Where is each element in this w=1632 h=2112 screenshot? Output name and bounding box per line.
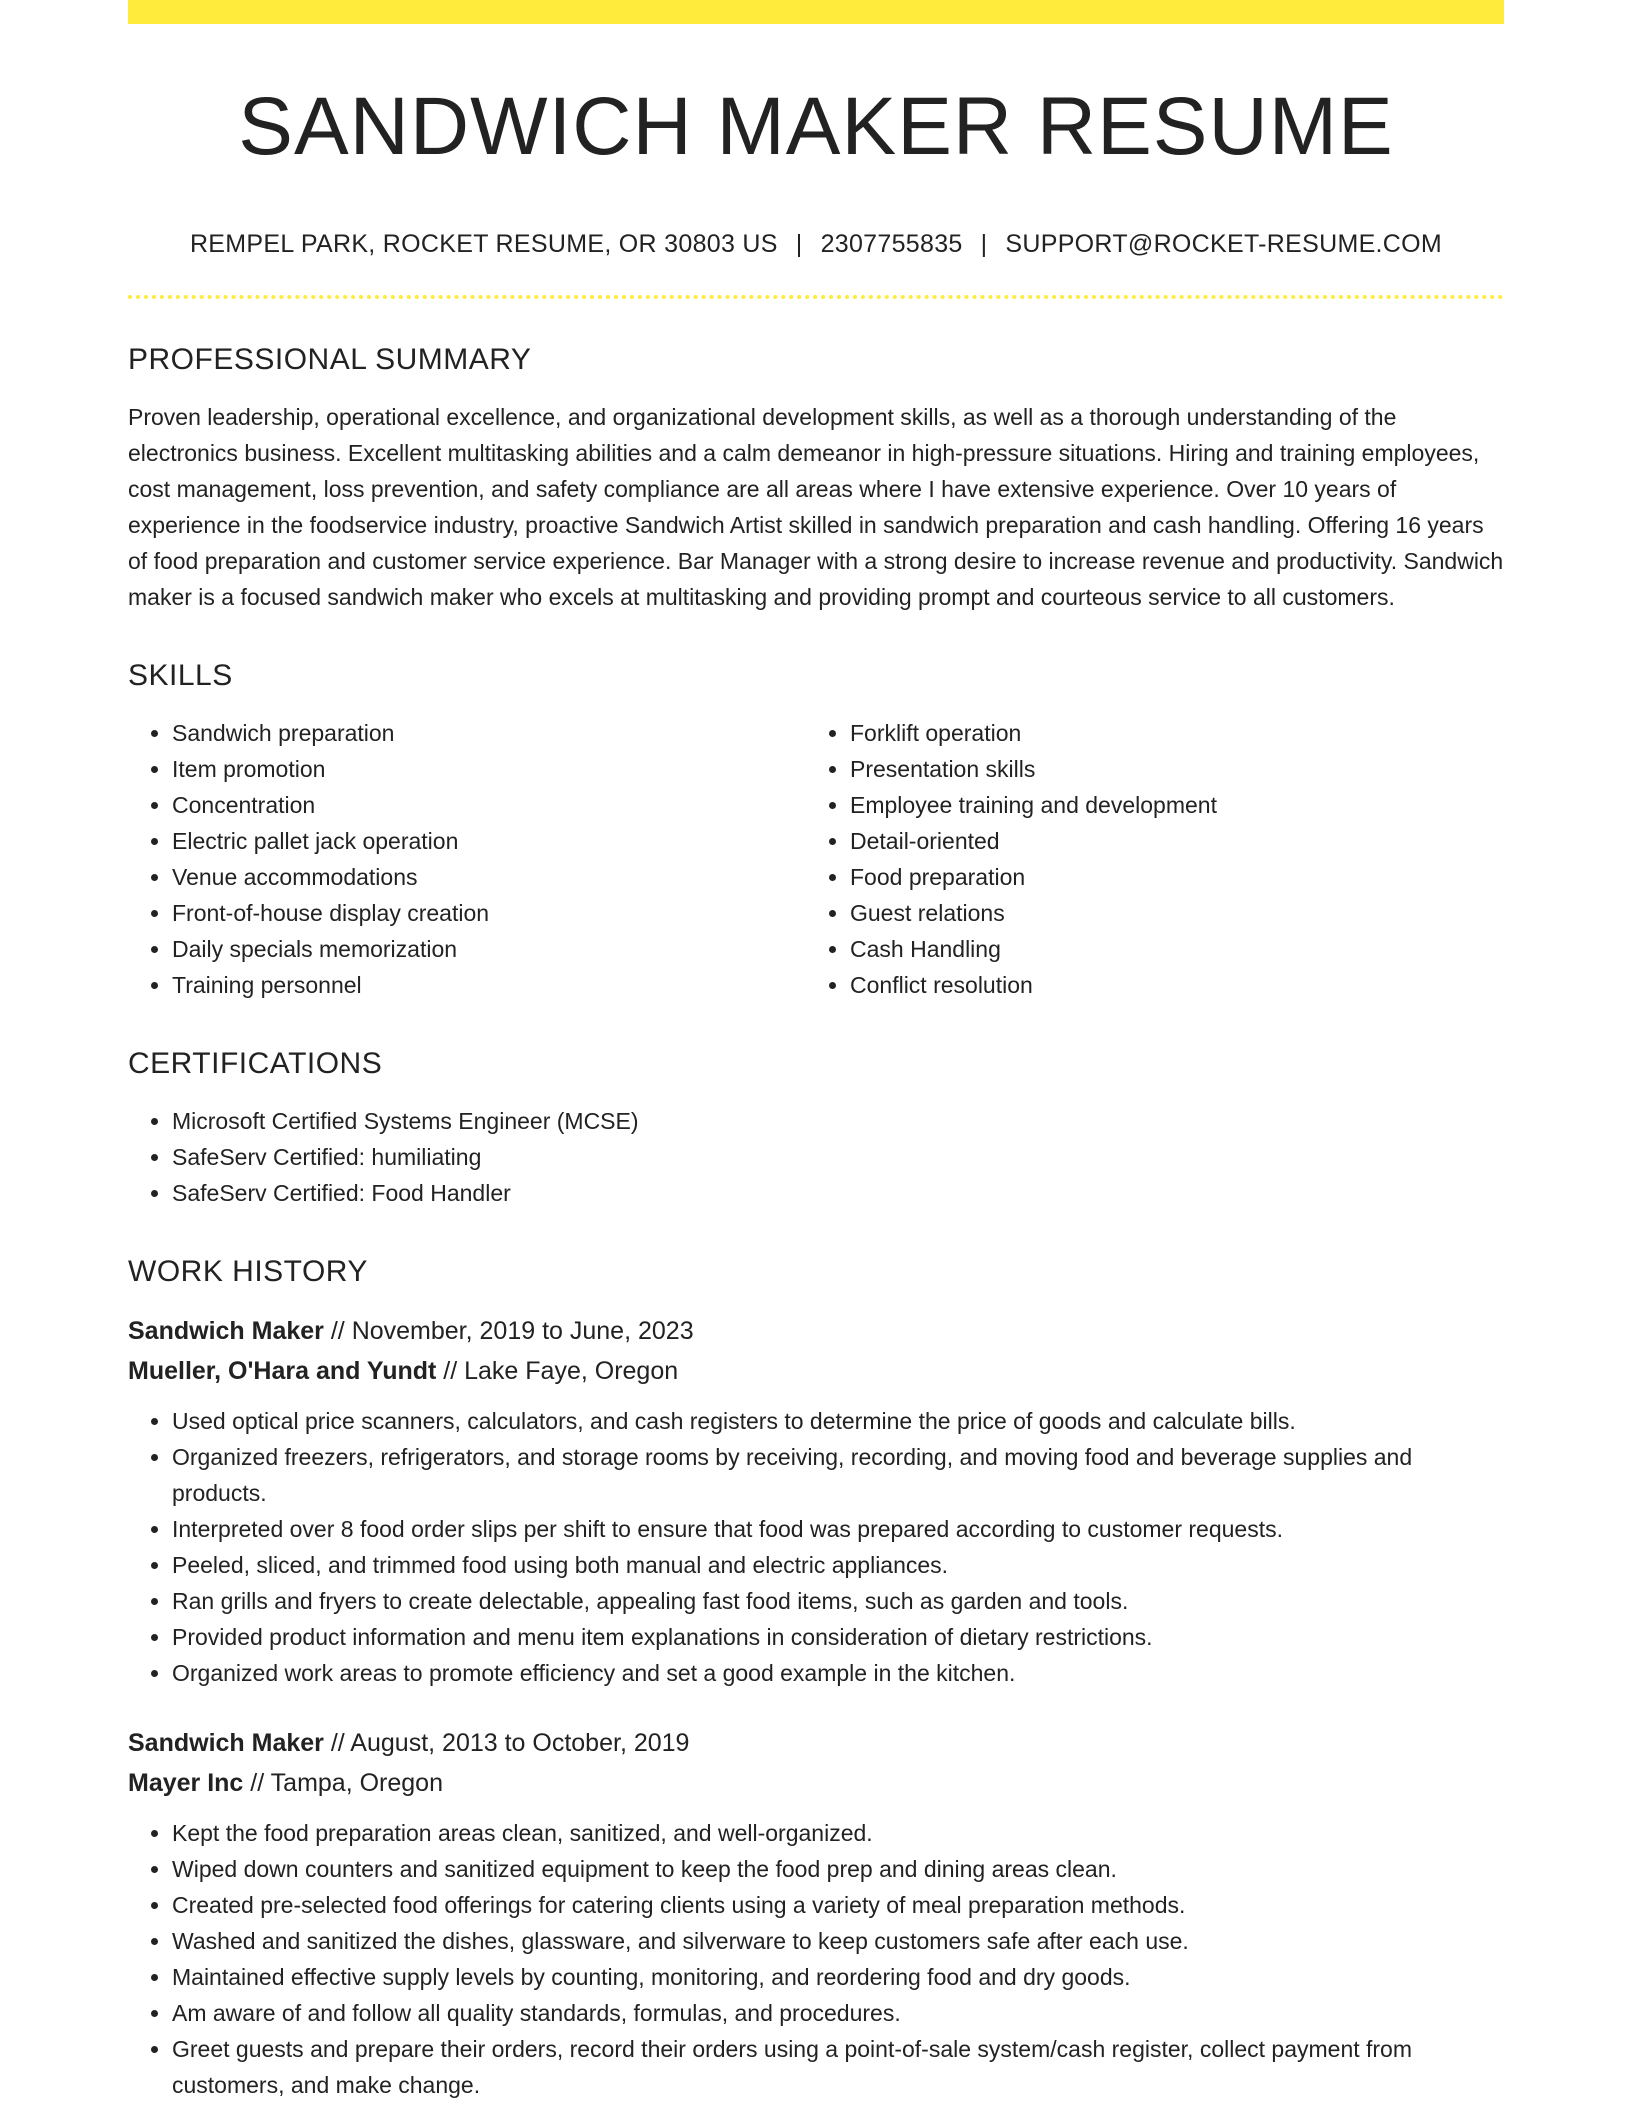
skill-item: • Conflict resolution xyxy=(850,967,1484,1003)
certification-item: • SafeServ Certified: Food Handler xyxy=(172,1175,1504,1211)
contact-address: REMPEL PARK, ROCKET RESUME, OR 30803 US xyxy=(189,230,778,259)
dotted-divider xyxy=(128,295,1504,299)
job-duty-item: • Organized freezers, refrigerators, and storage rooms by receiving, recording, and moving food and beverage supplies and products. xyxy=(172,1439,1504,1511)
certifications-heading: CERTIFICATIONS xyxy=(128,1047,383,1081)
job-position: Sandwich Maker xyxy=(128,1317,324,1346)
job-duty-item: • Provided product information and menu item explanations in consideration of dietary restrictions. xyxy=(172,1619,1504,1655)
skills-column-left xyxy=(128,715,806,1003)
job-title-line xyxy=(128,1311,1504,1351)
job-dates: // August, 2013 to October, 2019 xyxy=(323,1729,690,1758)
resume-page xyxy=(128,0,1504,2103)
contact-line xyxy=(128,230,1504,259)
job-location: // Tampa, Oregon xyxy=(243,1769,443,1798)
job-duty-item: • Ran grills and fryers to create delectable, appealing fast food items, such as garden and tools. xyxy=(172,1583,1504,1619)
job-duty-item: • Used optical price scanners, calculators, and cash registers to determine the price of goods and calculate bills. xyxy=(172,1403,1504,1439)
job-position: Sandwich Maker xyxy=(128,1729,324,1758)
skills-list-right xyxy=(806,715,1484,1003)
contact-phone: 2307755835 xyxy=(820,230,963,259)
job-duty-item: • Interpreted over 8 food order slips per shift to ensure that food was prepared according to customer requests. xyxy=(172,1511,1504,1547)
job-location: // Lake Faye, Oregon xyxy=(436,1357,679,1386)
top-accent-bar xyxy=(128,0,1504,24)
summary-text: Proven leadership, operational excellence, and organizational development skills, as well as a thorough understanding of the electronics business. Excellent multitasking abilities and a calm demeanor in high-pressure situations. Hiring and training employees, cost management, loss prevention, and safety compliance are all areas where I have extensive experience. Over 10 years of experience in the foodservice industry, proactive Sandwich Artist skilled in sandwich preparation and cash handling. Offering 16 years of food preparation and customer service experience. Bar Manager with a strong desire to increase revenue and productivity. Sandwich maker is a focused sandwich maker who excels at multitasking and providing prompt and courteous service to all customers. xyxy=(128,404,1504,611)
summary-heading: PROFESSIONAL SUMMARY xyxy=(128,343,532,377)
skill-item: • Electric pallet jack operation xyxy=(172,823,806,859)
skill-item: • Guest relations xyxy=(850,895,1484,931)
job-employer: Mueller, O'Hara and Yundt xyxy=(128,1357,437,1386)
job-dates: // November, 2019 to June, 2023 xyxy=(323,1317,694,1346)
certifications-list xyxy=(128,1103,1504,1211)
skills-grid xyxy=(128,715,1504,1003)
skills-list-left xyxy=(128,715,806,1003)
skill-item: • Employee training and development xyxy=(850,787,1484,823)
skill-item: • Daily specials memorization xyxy=(172,931,806,967)
skill-item: • Cash Handling xyxy=(850,931,1484,967)
job-duty-item: • Greet guests and prepare their orders, record their orders using a point-of-sale system/cash register, collect payment from customers, and make change. xyxy=(172,2031,1504,2103)
job-duty-item: • Peeled, sliced, and trimmed food using both manual and electric appliances. xyxy=(172,1547,1504,1583)
job-duty-item: • Washed and sanitized the dishes, glassware, and silverware to keep customers safe after each use. xyxy=(172,1923,1504,1959)
job-duty-item: • Wiped down counters and sanitized equipment to keep the food prep and dining areas clean. xyxy=(172,1851,1504,1887)
job-employer: Mayer Inc xyxy=(128,1769,244,1798)
skill-item: • Presentation skills xyxy=(850,751,1484,787)
contact-separator: | xyxy=(980,230,988,259)
skill-item: • Concentration xyxy=(172,787,806,823)
skill-item: • Front-of-house display creation xyxy=(172,895,806,931)
job-employer-line xyxy=(128,1763,1504,1803)
job-duties-list xyxy=(128,1403,1504,1691)
skills-column-right xyxy=(806,715,1484,1003)
job-duties-list xyxy=(128,1815,1504,2103)
job-duty-item: • Kept the food preparation areas clean, sanitized, and well-organized. xyxy=(172,1815,1504,1851)
skill-item: • Sandwich preparation xyxy=(172,715,806,751)
contact-email: SUPPORT@ROCKET-RESUME.COM xyxy=(1005,230,1443,259)
skill-item: • Venue accommodations xyxy=(172,859,806,895)
job-duty-item: • Created pre-selected food offerings for catering clients using a variety of meal preparation methods. xyxy=(172,1887,1504,1923)
job-entry xyxy=(128,1723,1504,2103)
skill-item: • Forklift operation xyxy=(850,715,1484,751)
certification-item: • SafeServ Certified: humiliating xyxy=(172,1139,1504,1175)
job-entry xyxy=(128,1311,1504,1691)
job-title-line xyxy=(128,1723,1504,1763)
job-duty-item: • Am aware of and follow all quality standards, formulas, and procedures. xyxy=(172,1995,1504,2031)
skills-heading: SKILLS xyxy=(128,659,233,693)
work-history-heading: WORK HISTORY xyxy=(128,1255,368,1289)
resume-title: SANDWICH MAKER RESUME xyxy=(238,81,1394,172)
skill-item: • Item promotion xyxy=(172,751,806,787)
skill-item: • Detail-oriented xyxy=(850,823,1484,859)
skill-item: • Training personnel xyxy=(172,967,806,1003)
skill-item: • Food preparation xyxy=(850,859,1484,895)
contact-separator: | xyxy=(795,230,803,259)
job-employer-line xyxy=(128,1351,1504,1391)
certification-item: • Microsoft Certified Systems Engineer (MCSE) xyxy=(172,1103,1504,1139)
job-duty-item: • Maintained effective supply levels by counting, monitoring, and reordering food and dry goods. xyxy=(172,1959,1504,1995)
job-duty-item: • Organized work areas to promote efficiency and set a good example in the kitchen. xyxy=(172,1655,1504,1691)
